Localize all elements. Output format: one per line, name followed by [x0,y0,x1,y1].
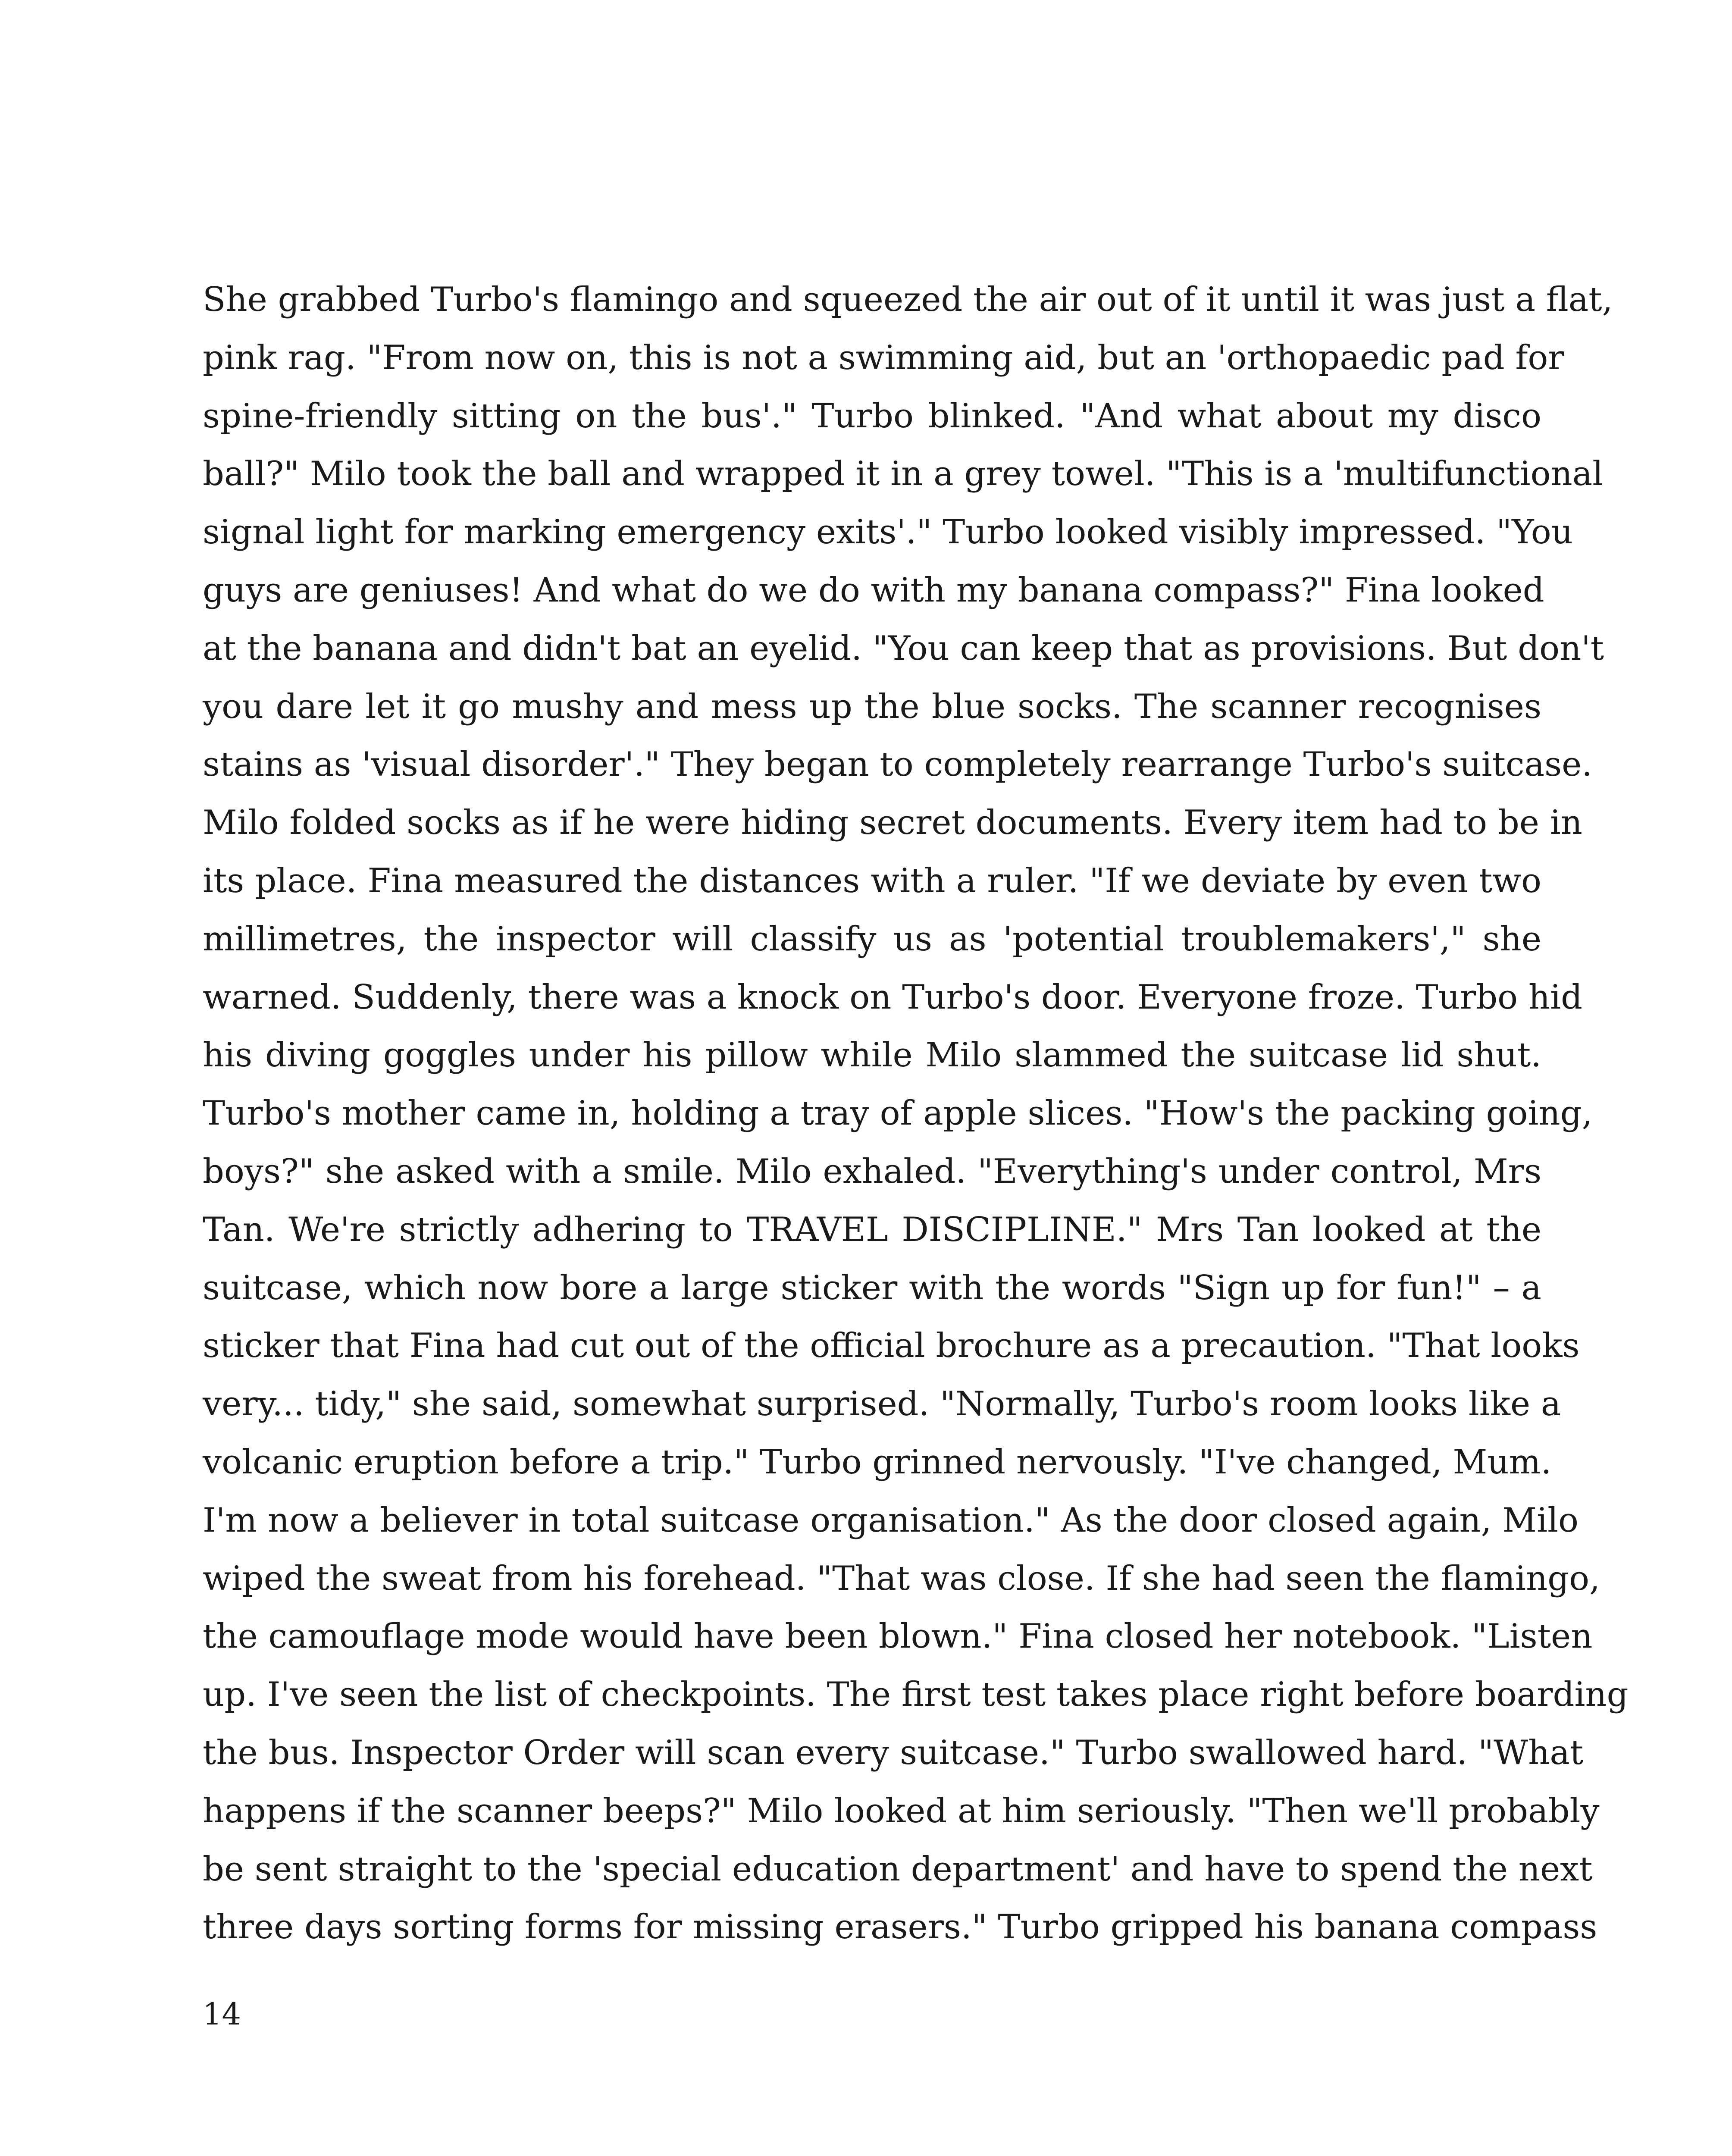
body-text [203,271,1629,1956]
text-line: millimetres, the inspector will classify us as 'potential troublemakers'," she [203,919,1541,959]
text-line: very... tidy," she said, somewhat surprised. "Normally, Turbo's room looks like a [203,1385,1561,1424]
text-line: wiped the sweat from his forehead. "That was close. If she had seen the flamingo, [203,1559,1600,1598]
text-line: I'm now a believer in total suitcase organisation." As the door closed again, Milo [203,1501,1579,1540]
text-line: signal light for marking emergency exits'." Turbo looked visibly impressed. "You [203,513,1573,552]
text-line: stains as 'visual disorder'." They began to completely rearrange Turbo's suitcase. [203,745,1593,784]
text-line: you dare let it go mushy and mess up the blue socks. The scanner recognises [203,687,1541,726]
text-line: up. I've seen the list of checkpoints. The first test takes place right before boarding [203,1675,1629,1714]
text-line: She grabbed Turbo's flamingo and squeezed the air out of it until it was just a flat, [203,280,1613,319]
text-line: volcanic eruption before a trip." Turbo grinned nervously. "I've changed, Mum. [203,1442,1552,1482]
text-line: boys?" she asked with a smile. Milo exhaled. "Everything's under control, Mrs [203,1152,1541,1191]
text-line: three days sorting forms for missing erasers." Turbo gripped his banana compass [203,1908,1597,1947]
text-line: ball?" Milo took the ball and wrapped it in a grey towel. "This is a 'multifunctional [203,454,1604,494]
text-line: sticker that Fina had cut out of the official brochure as a precaution. "That looks [203,1326,1580,1366]
text-line: the camouflage mode would have been blown." Fina closed her notebook. "Listen [203,1617,1593,1656]
text-line: at the banana and didn't bat an eyelid. "You can keep that as provisions. But don't [203,629,1604,668]
text-line: pink rag. "From now on, this is not a swimming aid, but an 'orthopaedic pad for [203,338,1564,377]
text-line: spine-friendly sitting on the bus'." Turbo blinked. "And what about my disco [203,396,1541,436]
text-line: warned. Suddenly, there was a knock on Turbo's door. Everyone froze. Turbo hid [203,978,1583,1017]
text-line: his diving goggles under his pillow while Milo slammed the suitcase lid shut. [203,1036,1541,1075]
text-line: happens if the scanner beeps?" Milo looked at him seriously. "Then we'll probably [203,1791,1600,1830]
page-number: 14 [203,1996,241,2032]
text-line: Tan. We're strictly adhering to TRAVEL DISCIPLINE." Mrs Tan looked at the [203,1210,1541,1249]
text-line: Milo folded socks as if he were hiding secret documents. Every item had to be in [203,803,1582,843]
text-line: guys are geniuses! And what do we do with my banana compass?" Fina looked [203,570,1544,610]
text-line: be sent straight to the 'special education department' and have to spend the next [203,1849,1593,1889]
text-line: Turbo's mother came in, holding a tray of apple slices. "How's the packing going, [203,1094,1593,1133]
text-line: its place. Fina measured the distances with a ruler. "If we deviate by even two [203,861,1541,900]
text-line: the bus. Inspector Order will scan every suitcase." Turbo swallowed hard. "What [203,1733,1584,1772]
text-line: suitcase, which now bore a large sticker with the words "Sign up for fun!" – a [203,1268,1541,1307]
